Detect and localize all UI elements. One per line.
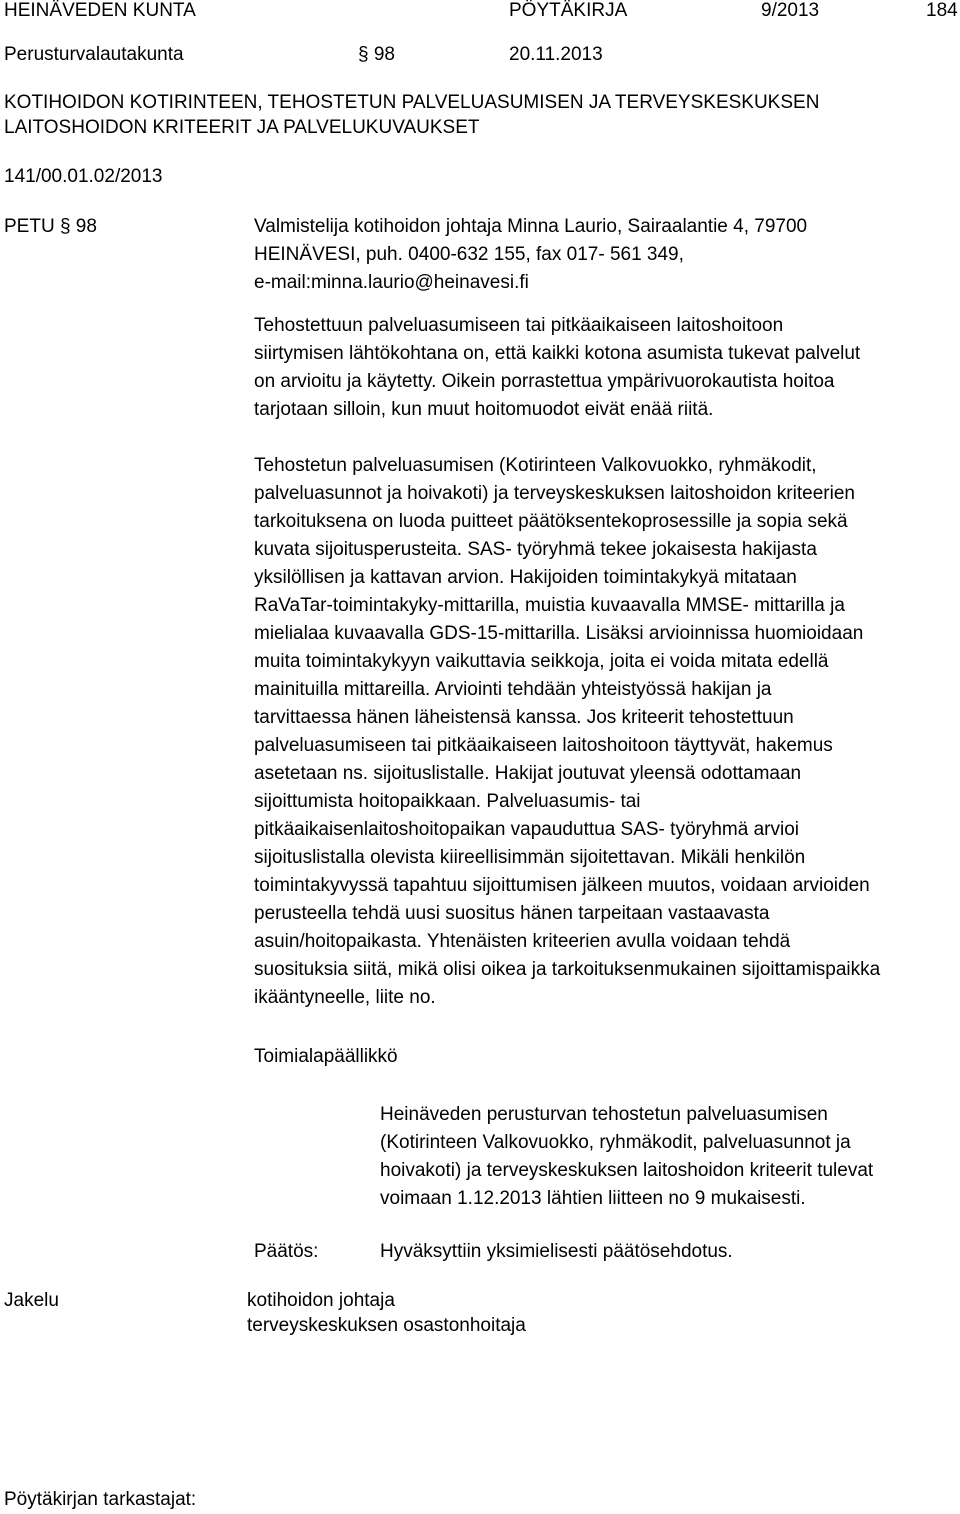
- paragraph-line: sijoittumista hoitopaikkaan. Palveluasumis- tai: [254, 791, 641, 812]
- paragraph-line: pitkäaikaisenlaitoshoitopaikan vapauduttua SAS- työryhmä arvioi: [254, 819, 799, 840]
- page-number: 184: [926, 0, 958, 21]
- paragraph-line: muita toimintakykyyn vaikuttavia seikkoja, joita ei voida mitata edellä: [254, 651, 829, 672]
- diary-number: 141/00.01.02/2013: [4, 166, 163, 187]
- agenda-title-line: LAITOSHOIDON KRITEERIT JA PALVELUKUVAUKSET: [4, 117, 480, 138]
- paragraph-line: mielialaa kuvaavalla GDS-15-mittarilla. Lisäksi arvioinnissa huomioidaan: [254, 623, 864, 644]
- decision-text: Hyväksyttiin yksimielisesti päätösehdotus.: [380, 1241, 733, 1262]
- paragraph-line: siirtymisen lähtökohtana on, että kaikki kotona asumista tukevat palvelut: [254, 343, 861, 364]
- proposal-line: voimaan 1.12.2013 lähtien liitteen no 9 mukaisesti.: [380, 1188, 806, 1209]
- distribution-recipient: kotihoidon johtaja: [247, 1290, 395, 1311]
- paragraph-line: Tehostetun palveluasumisen (Kotirinteen Valkovuokko, ryhmäkodit,: [254, 455, 817, 476]
- presenter-line: e-mail:minna.laurio@heinavesi.fi: [254, 272, 529, 293]
- paragraph-line: on arvioitu ja käytetty. Oikein porrastettua ympärivuorokautista hoitoa: [254, 371, 835, 392]
- paragraph-2: [254, 452, 880, 1012]
- paragraph-line: toimintakyvyssä tapahtuu sijoittumisen jälkeen muutos, voidaan arvioiden: [254, 875, 870, 896]
- paragraph-line: tarkoituksena on luoda puitteet päätöksentekoprosessille ja sopia sekä: [254, 511, 848, 532]
- paragraph-line: kuvata sijoitusperusteita. SAS- työryhmä tekee jokaisesta hakijasta: [254, 539, 817, 560]
- presenter-line: Valmistelija kotihoidon johtaja Minna Laurio, Sairaalantie 4, 79700: [254, 216, 808, 237]
- proposal-line: Heinäveden perusturvan tehostetun palveluasumisen: [380, 1104, 828, 1125]
- proposal-line: (Kotirinteen Valkovuokko, ryhmäkodit, palveluasunnot ja: [380, 1132, 851, 1153]
- meeting-date: 20.11.2013: [509, 44, 603, 65]
- board-name: Perusturvalautakunta: [4, 44, 184, 65]
- proposal-line: hoivakoti) ja terveyskeskuksen laitoshoidon kriteerit tulevat: [380, 1160, 874, 1181]
- agenda-title: [4, 89, 819, 139]
- paragraph-line: RaVaTar-toimintakyky-mittarilla, muistia kuvaavalla MMSE- mittarilla ja: [254, 595, 845, 616]
- paragraph-line: ikääntyneelle, liite no.: [254, 987, 436, 1008]
- paragraph-line: palveluasumiseen tai pitkäaikaiseen laitoshoitoon täyttyvät, hakemus: [254, 735, 833, 756]
- presenter-line: HEINÄVESI, puh. 0400-632 155, fax 017- 561 349,: [254, 244, 684, 265]
- paragraph-1: [254, 312, 860, 424]
- paragraph-line: asetetaan ns. sijoituslistalle. Hakijat joutuvat yleensä odottamaan: [254, 763, 802, 784]
- paragraph-line: tarvittaessa hänen läheistensä kanssa. Jos kriteerit tehostettuun: [254, 707, 794, 728]
- decision-label: Päätös:: [254, 1241, 319, 1262]
- distribution-list: [247, 1287, 526, 1337]
- paragraph-line: yksilöllisen ja kattavan arvion. Hakijoiden toimintakykyä mitataan: [254, 567, 797, 588]
- proposer-title: Toimialapäällikkö: [254, 1046, 398, 1067]
- section-number: § 98: [358, 44, 395, 65]
- paragraph-line: perusteella tehdä uusi suositus hänen tarpeitaan vastaavasta: [254, 903, 770, 924]
- paragraph-line: tarjotaan silloin, kun muut hoitomuodot eivät enää riitä.: [254, 399, 714, 420]
- distribution-label: Jakelu: [4, 1290, 59, 1311]
- presenter-info: [254, 213, 807, 297]
- distribution-recipient: terveyskeskuksen osastonhoitaja: [247, 1315, 526, 1336]
- paragraph-line: Tehostettuun palveluasumiseen tai pitkäaikaiseen laitoshoitoon: [254, 315, 784, 336]
- paragraph-line: suosituksia siitä, mikä olisi oikea ja tarkoituksenmukainen sijoittamispaikka: [254, 959, 881, 980]
- reviewers-label: Pöytäkirjan tarkastajat:: [4, 1489, 197, 1510]
- document-type: PÖYTÄKIRJA: [509, 0, 628, 21]
- paragraph-line: palveluasunnot ja hoivakoti) ja terveyskeskuksen laitoshoidon kriteerien: [254, 483, 855, 504]
- petu-label: PETU § 98: [4, 216, 97, 237]
- decision-proposal: [380, 1101, 873, 1213]
- paragraph-line: mainituilla mittareilla. Arviointi tehdään yhteistyössä hakijan ja: [254, 679, 772, 700]
- paragraph-line: sijoituslistalla olevista kiireellisimmän sijoitettavan. Mikäli henkilön: [254, 847, 806, 868]
- document-number: 9/2013: [761, 0, 820, 21]
- agenda-title-line: KOTIHOIDON KOTIRINTEEN, TEHOSTETUN PALVELUASUMISEN JA TERVEYSKESKUKSEN: [4, 92, 820, 113]
- paragraph-line: asuin/hoitopaikasta. Yhtenäisten kriteerien avulla voidaan tehdä: [254, 931, 791, 952]
- organization-name: HEINÄVEDEN KUNTA: [4, 0, 196, 21]
